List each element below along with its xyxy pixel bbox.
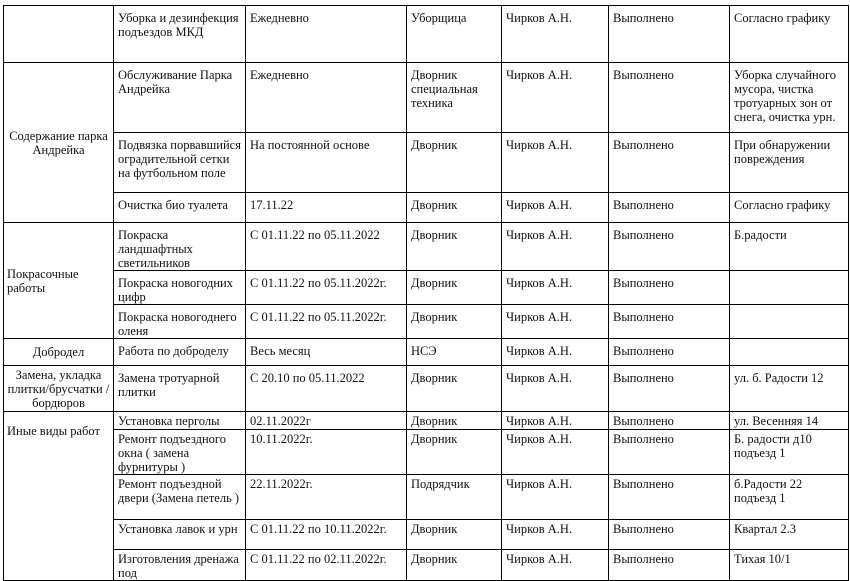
work-cell: Установка перголы: [114, 412, 246, 430]
note-cell: б.Радости 22 подъезд 1: [730, 475, 849, 520]
work-cell: Ремонт подъездной двери (Замена петель ): [114, 475, 246, 520]
period-cell: 10.11.2022г.: [246, 430, 407, 475]
category-cell: Добродел: [4, 339, 114, 366]
executor-cell: Дворник: [407, 366, 502, 412]
period-cell: Ежедневно: [246, 63, 407, 133]
table-row: [4, 133, 849, 193]
status-cell: Выполнено: [609, 550, 730, 581]
work-cell: Ремонт подъездного окна ( замена фурнитуры ): [114, 430, 246, 475]
executor-cell: Дворник: [407, 133, 502, 193]
table-row: [4, 520, 849, 550]
executor-cell: Дворник: [407, 430, 502, 475]
responsible-cell: Чирков А.Н.: [502, 133, 609, 193]
period-cell: Ежедневно: [246, 6, 407, 63]
responsible-cell: Чирков А.Н.: [502, 520, 609, 550]
responsible-cell: Чирков А.Н.: [502, 223, 609, 271]
work-cell: Работа по доброделу: [114, 339, 246, 366]
period-cell: С 01.11.22 по 10.11.2022г.: [246, 520, 407, 550]
note-cell: Согласно графику: [730, 6, 849, 63]
table-row: [4, 223, 849, 271]
table-row: [4, 412, 849, 430]
period-cell: 17.11.22: [246, 193, 407, 223]
note-cell: Уборка случайного мусора, чистка тротуарных зон от снега, очистка урн.: [730, 63, 849, 133]
period-cell: 22.11.2022г.: [246, 475, 407, 520]
table-row: [4, 339, 849, 366]
status-cell: Выполнено: [609, 271, 730, 305]
period-cell: На постоянной основе: [246, 133, 407, 193]
note-cell: Б.радости: [730, 223, 849, 271]
period-cell: 02.11.2022г: [246, 412, 407, 430]
table-row: [4, 475, 849, 520]
responsible-cell: Чирков А.Н.: [502, 430, 609, 475]
note-cell: [730, 271, 849, 305]
status-cell: Выполнено: [609, 339, 730, 366]
responsible-cell: Чирков А.Н.: [502, 550, 609, 581]
status-cell: Выполнено: [609, 366, 730, 412]
note-cell: [730, 305, 849, 339]
work-cell: Покраска новогоднего оленя: [114, 305, 246, 339]
responsible-cell: Чирков А.Н.: [502, 412, 609, 430]
executor-cell: Дворник: [407, 223, 502, 271]
category-cell: Иные виды работ: [4, 412, 114, 581]
note-cell: Тихая 10/1: [730, 550, 849, 581]
work-cell: Установка лавок и урн: [114, 520, 246, 550]
executor-cell: Дворник: [407, 193, 502, 223]
note-cell: Квартал 2.3: [730, 520, 849, 550]
note-cell: При обнаружении повреждения: [730, 133, 849, 193]
executor-cell: Дворник: [407, 271, 502, 305]
work-cell: Замена тротуарной плитки: [114, 366, 246, 412]
period-cell: С 01.11.22 по 05.11.2022г.: [246, 305, 407, 339]
responsible-cell: Чирков А.Н.: [502, 63, 609, 133]
period-cell: Весь месяц: [246, 339, 407, 366]
executor-cell: Дворник: [407, 520, 502, 550]
category-cell: Покрасочные работы: [4, 223, 114, 339]
category-cell: Замена, укладка плитки/брусчатки /бордюров: [4, 366, 114, 412]
table-row: [4, 6, 849, 63]
period-cell: С 01.11.22 по 02.11.2022г.: [246, 550, 407, 581]
executor-cell: Дворник специальная техника: [407, 63, 502, 133]
responsible-cell: Чирков А.Н.: [502, 271, 609, 305]
status-cell: Выполнено: [609, 412, 730, 430]
note-cell: Согласно графику: [730, 193, 849, 223]
executor-cell: Дворник: [407, 412, 502, 430]
note-cell: [730, 339, 849, 366]
status-cell: Выполнено: [609, 63, 730, 133]
executor-cell: НСЭ: [407, 339, 502, 366]
work-cell: Уборка и дезинфекция подъездов МКД: [114, 6, 246, 63]
executor-cell: Дворник: [407, 305, 502, 339]
status-cell: Выполнено: [609, 223, 730, 271]
note-cell: ул. б. Радости 12: [730, 366, 849, 412]
work-cell: Покраска новогодних цифр: [114, 271, 246, 305]
status-cell: Выполнено: [609, 475, 730, 520]
status-cell: Выполнено: [609, 520, 730, 550]
table-row: [4, 271, 849, 305]
table-row: [4, 63, 849, 133]
work-cell: Изготовления дренажа под: [114, 550, 246, 581]
work-cell: Обслуживание Парка Андрейка: [114, 63, 246, 133]
status-cell: Выполнено: [609, 193, 730, 223]
responsible-cell: Чирков А.Н.: [502, 193, 609, 223]
work-report-table: [3, 5, 849, 581]
responsible-cell: Чирков А.Н.: [502, 475, 609, 520]
note-cell: ул. Весенняя 14: [730, 412, 849, 430]
table-row: [4, 366, 849, 412]
table-row: [4, 305, 849, 339]
executor-cell: Подрядчик: [407, 475, 502, 520]
responsible-cell: Чирков А.Н.: [502, 366, 609, 412]
status-cell: Выполнено: [609, 6, 730, 63]
table-row: [4, 430, 849, 475]
table-row: [4, 550, 849, 581]
period-cell: С 20.10 по 05.11.2022: [246, 366, 407, 412]
status-cell: Выполнено: [609, 305, 730, 339]
work-cell: Очистка био туалета: [114, 193, 246, 223]
table-row: [4, 193, 849, 223]
executor-cell: Уборщица: [407, 6, 502, 63]
responsible-cell: Чирков А.Н.: [502, 305, 609, 339]
status-cell: Выполнено: [609, 133, 730, 193]
category-cell: Содержание парка Андрейка: [4, 63, 114, 223]
note-cell: Б. радости д10 подъезд 1: [730, 430, 849, 475]
executor-cell: Дворник: [407, 550, 502, 581]
status-cell: Выполнено: [609, 430, 730, 475]
work-cell: Покраска ландшафтных светильников: [114, 223, 246, 271]
responsible-cell: Чирков А.Н.: [502, 6, 609, 63]
category-cell: [4, 6, 114, 63]
period-cell: С 01.11.22 по 05.11.2022г.: [246, 271, 407, 305]
responsible-cell: Чирков А.Н.: [502, 339, 609, 366]
period-cell: С 01.11.22 по 05.11.2022: [246, 223, 407, 271]
work-cell: Подвязка порвавшийся оградительной сетки на футбольном поле: [114, 133, 246, 193]
